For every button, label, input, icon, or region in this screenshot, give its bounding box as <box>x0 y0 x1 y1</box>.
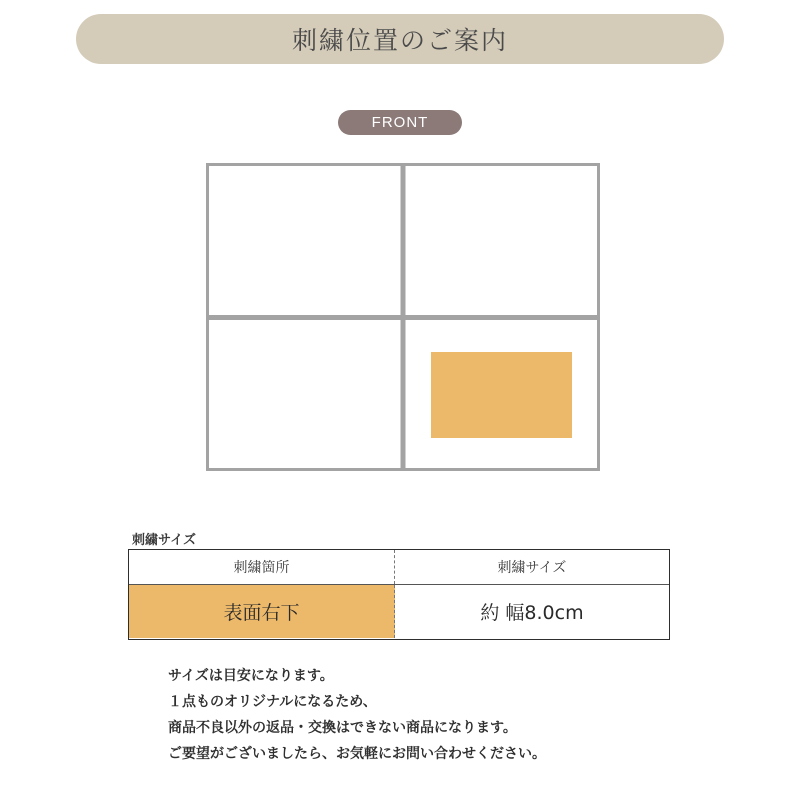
embroidery-size-table <box>128 549 670 640</box>
cell-size: 約 幅8.0cm <box>480 602 584 624</box>
table-header-row <box>129 550 669 585</box>
front-badge-label: FRONT <box>371 114 429 131</box>
note-line: サイズは目安になります。 <box>168 668 334 684</box>
page-title: 刺繍位置のご案内 <box>291 26 508 55</box>
header-location: 刺繍箇所 <box>129 550 395 584</box>
table-row <box>129 585 669 638</box>
garment-frame <box>208 165 599 470</box>
front-badge <box>338 110 462 135</box>
note-line: ご要望がございましたら、お気軽にお問い合わせください。 <box>168 746 546 762</box>
cell-location: 表面右下 <box>129 585 395 638</box>
page-title-banner <box>76 14 724 64</box>
size-table-caption: 刺繍サイズ <box>132 533 196 548</box>
header-size: 刺繍サイズ <box>497 560 567 576</box>
embroidery-area <box>431 352 572 438</box>
notes <box>168 663 688 767</box>
note-line: 商品不良以外の返品・交換はできない商品になります。 <box>168 720 517 736</box>
note-line: １点ものオリジナルになるため、 <box>168 694 377 710</box>
